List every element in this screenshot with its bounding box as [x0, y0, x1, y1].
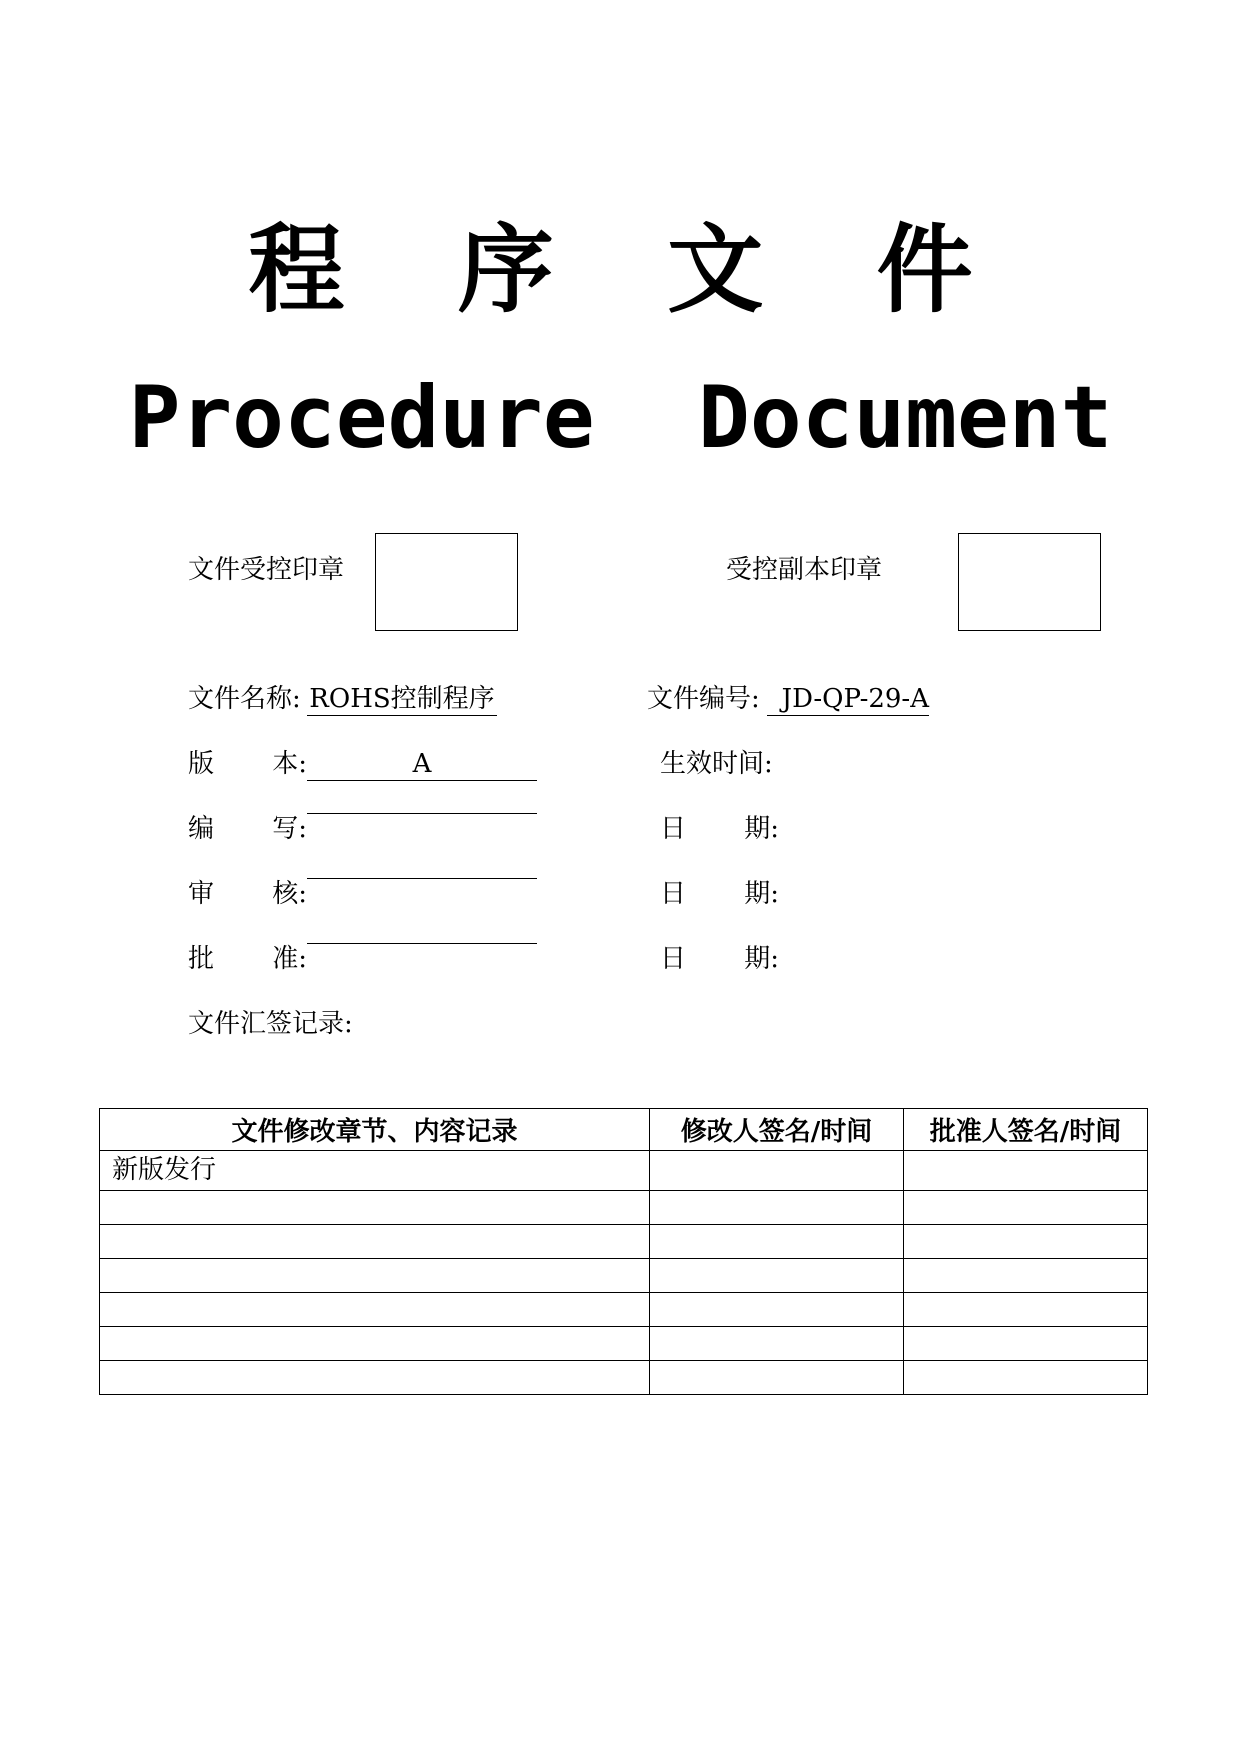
version-label — [188, 748, 307, 780]
copy-stamp-box — [958, 533, 1101, 631]
table-row — [100, 1361, 1148, 1395]
table-row — [100, 1259, 1148, 1293]
doc-name-value: ROHS控制程序 — [307, 683, 497, 716]
table-cell — [904, 1191, 1148, 1225]
table-cell — [904, 1361, 1148, 1395]
table-cell — [100, 1327, 650, 1361]
table-row — [100, 1191, 1148, 1225]
date-label-3-a: 日 — [660, 944, 687, 974]
reviewed-label-a: 审 — [188, 879, 215, 909]
table-cell — [100, 1225, 650, 1259]
table-cell — [100, 1361, 650, 1395]
reviewed-value — [307, 878, 537, 879]
written-value — [307, 813, 537, 814]
table-cell — [904, 1259, 1148, 1293]
date-label-2 — [660, 878, 779, 910]
reviewed-label — [188, 878, 307, 910]
table-cell — [904, 1225, 1148, 1259]
date-label-1 — [660, 813, 779, 845]
effective-time-label: 生效时间: — [660, 749, 773, 779]
header-approver-sign: 批准人签名/时间 — [904, 1109, 1148, 1151]
copy-stamp-label: 受控副本印章 — [726, 555, 883, 585]
date-label-2-a: 日 — [660, 879, 687, 909]
header-modifier-sign: 修改人签名/时间 — [650, 1109, 904, 1151]
table-cell — [650, 1293, 904, 1327]
page-title-en: Procedure Document — [128, 368, 1113, 468]
date-label-3-b: 期: — [744, 944, 779, 974]
date-label-2-b: 期: — [744, 879, 779, 909]
approved-label — [188, 943, 307, 975]
controlled-stamp-label: 文件受控印章 — [188, 555, 345, 585]
table-cell — [904, 1327, 1148, 1361]
date-label-1-a: 日 — [660, 814, 687, 844]
approved-value — [307, 943, 537, 944]
version-label-a: 版 — [188, 749, 215, 779]
version-value: A — [307, 748, 537, 781]
table-cell — [904, 1293, 1148, 1327]
countersign-label: 文件汇签记录: — [188, 1009, 353, 1039]
version-label-b: 本: — [272, 749, 307, 779]
table-cell — [650, 1191, 904, 1225]
table-cell — [650, 1259, 904, 1293]
table-row — [100, 1327, 1148, 1361]
revision-table — [99, 1108, 1148, 1395]
reviewed-label-b: 核: — [272, 879, 307, 909]
table-header-row — [100, 1109, 1148, 1151]
table-cell — [904, 1151, 1148, 1191]
written-label-a: 编 — [188, 814, 215, 844]
page-title-cn: 程 序 文 件 — [248, 214, 1013, 326]
doc-name-label: 文件名称: — [188, 684, 301, 714]
doc-no-value: JD-QP-29-A — [767, 683, 929, 716]
approved-label-b: 准: — [272, 944, 307, 974]
table-cell — [100, 1259, 650, 1293]
table-cell — [650, 1151, 904, 1191]
written-label-b: 写: — [272, 814, 307, 844]
table-row — [100, 1151, 1148, 1191]
written-label — [188, 813, 307, 845]
table-cell — [100, 1191, 650, 1225]
date-label-3 — [660, 943, 779, 975]
table-cell — [650, 1361, 904, 1395]
table-row — [100, 1293, 1148, 1327]
date-label-1-b: 期: — [744, 814, 779, 844]
table-cell — [650, 1225, 904, 1259]
approved-label-a: 批 — [188, 944, 215, 974]
header-content-record: 文件修改章节、内容记录 — [100, 1109, 650, 1151]
table-row — [100, 1225, 1148, 1259]
table-cell — [650, 1327, 904, 1361]
doc-no-label: 文件编号: — [647, 684, 760, 714]
table-cell — [100, 1293, 650, 1327]
controlled-stamp-box — [375, 533, 518, 631]
table-cell: 新版发行 — [100, 1151, 650, 1191]
